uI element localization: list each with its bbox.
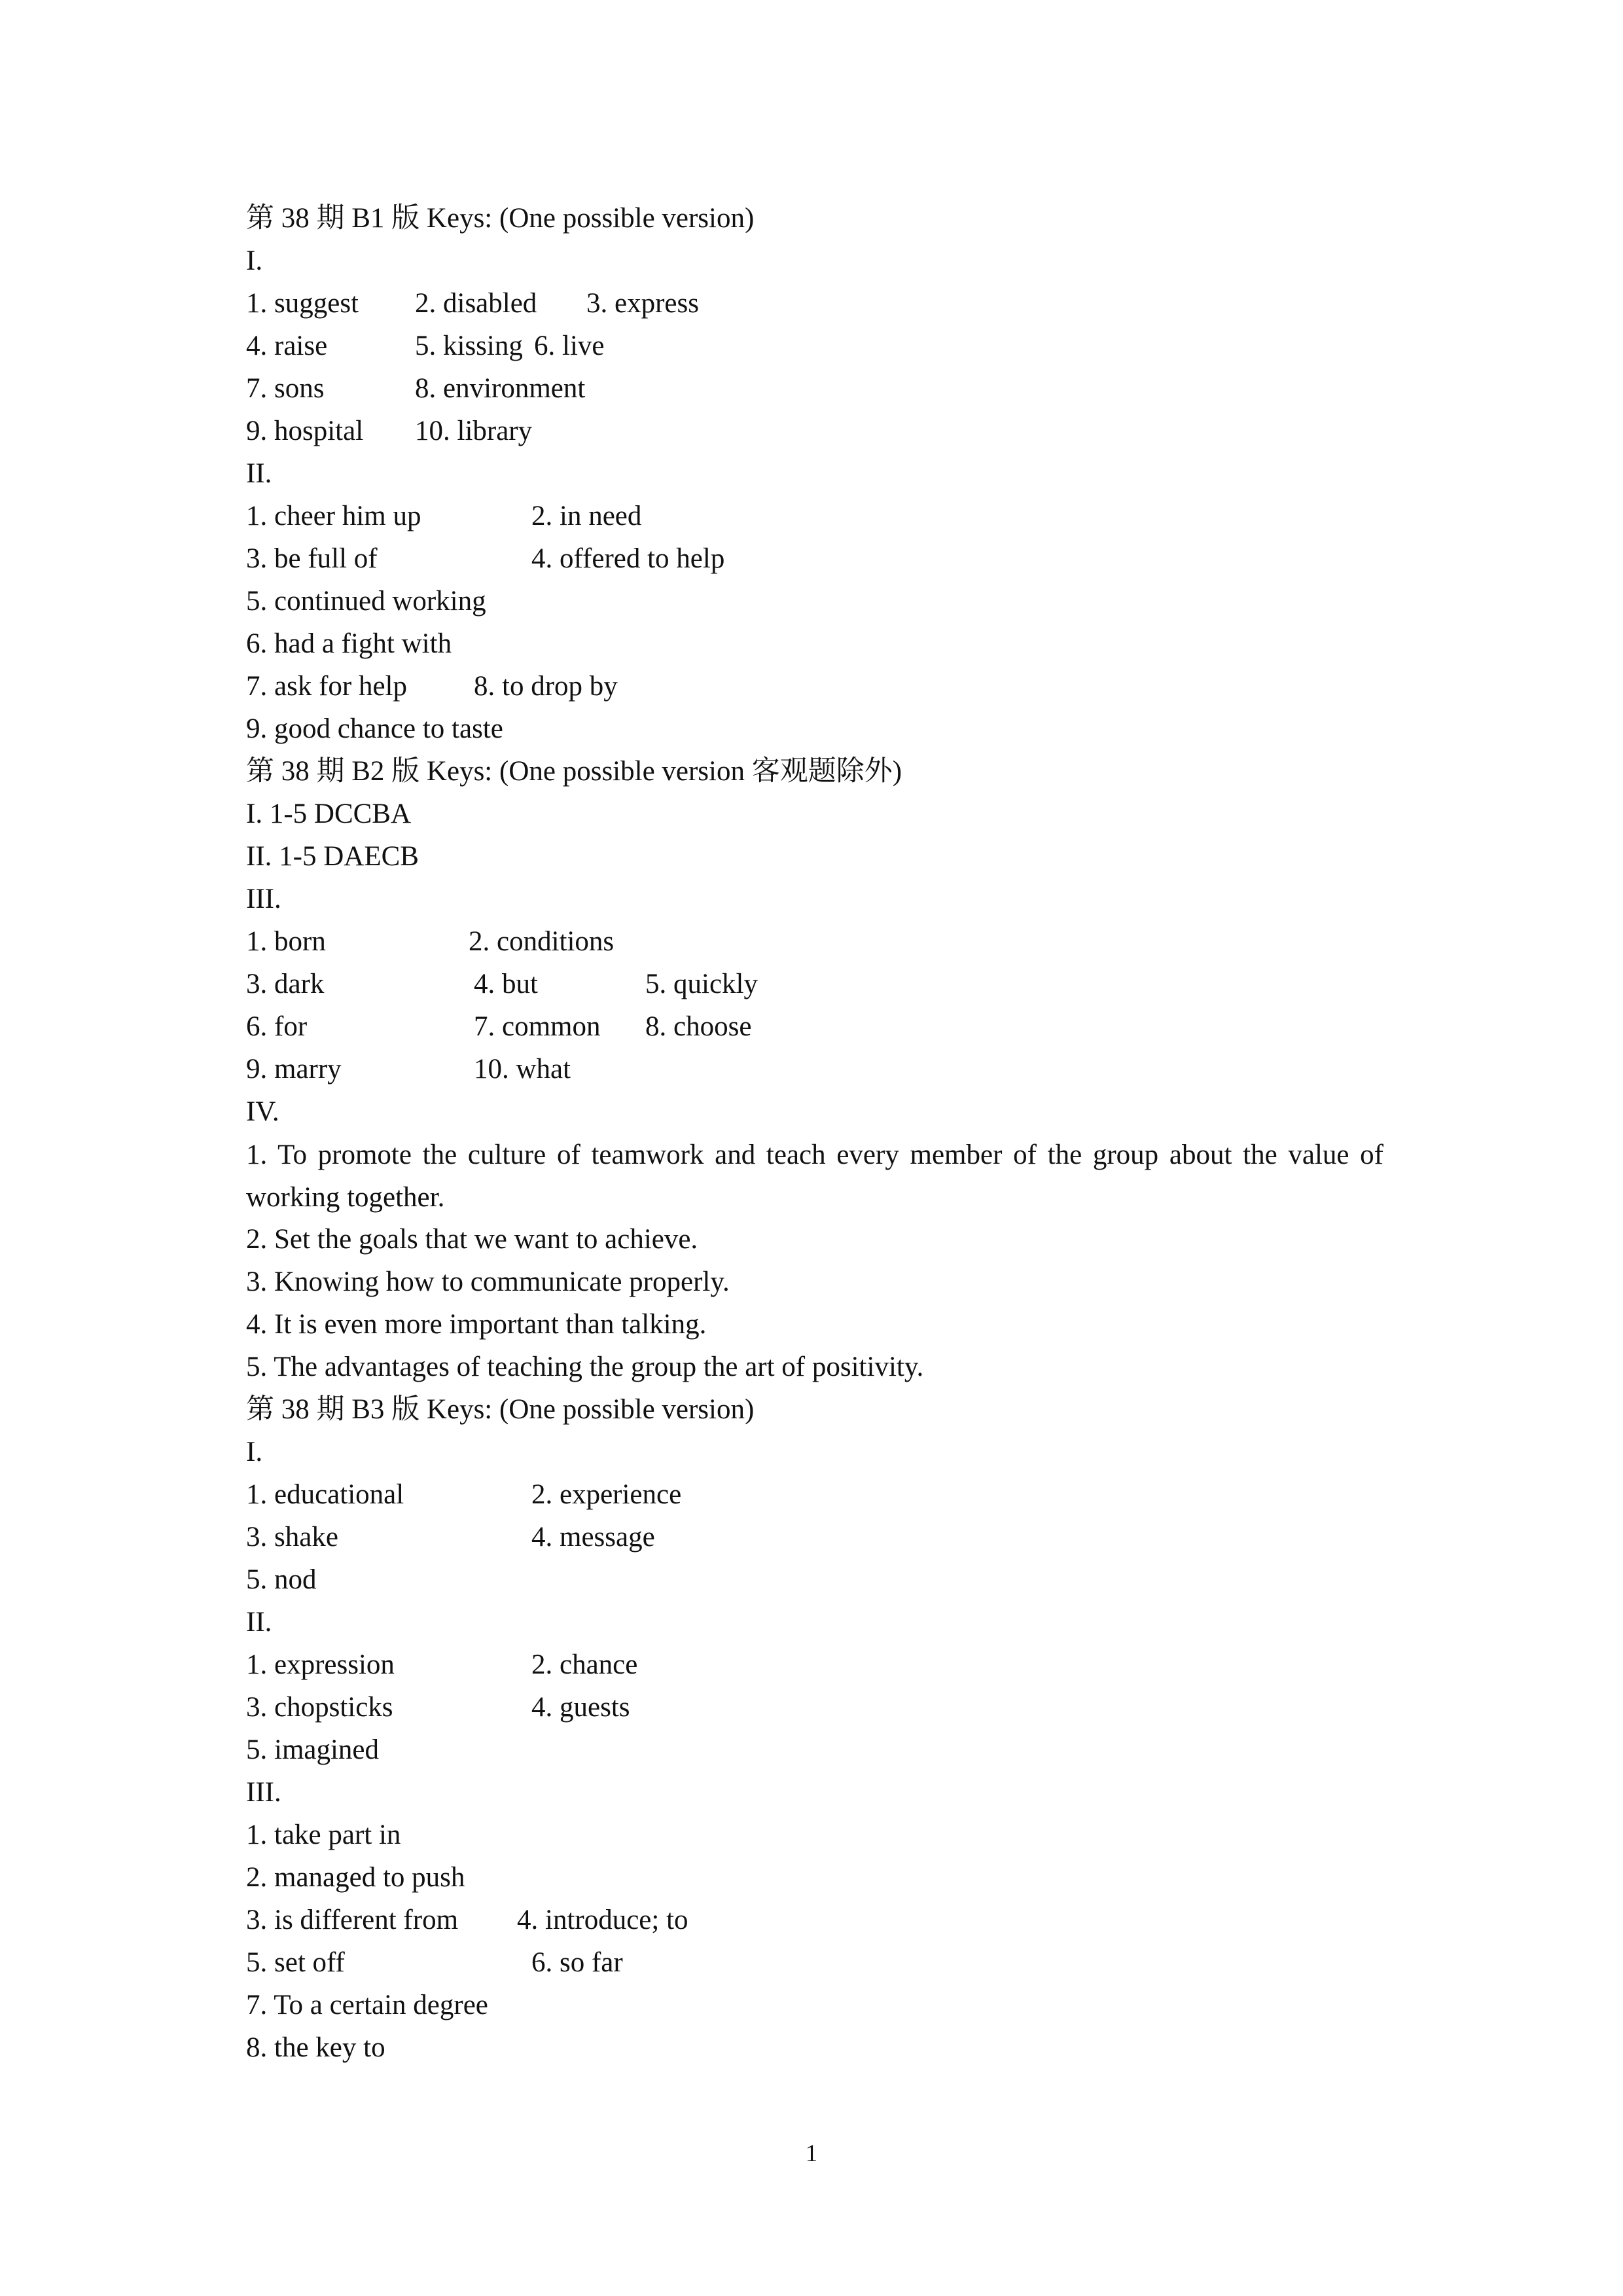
heading-text: 第 38 期 B3 版 Keys: (One possible version) — [246, 1394, 755, 1425]
answer-item: 9. marry — [246, 1054, 342, 1085]
answer-item: 7. ask for help — [246, 671, 407, 702]
answer-item: 2. managed to push — [246, 1862, 465, 1893]
answer-item: 2. experience — [531, 1479, 682, 1510]
heading-text: 第 38 期 B1 版 Keys: (One possible version) — [246, 203, 755, 234]
answer-item: 2. Set the goals that we want to achieve. — [246, 1224, 698, 1255]
answer-item: 9. hospital — [246, 416, 364, 446]
part-label-text: IV. — [246, 1096, 279, 1127]
answer-item: 5. continued working — [246, 586, 486, 617]
answer-item: 5. set off — [246, 1947, 345, 1978]
answer-item: 8. the key to — [246, 2032, 385, 2063]
answer-item: 8. choose — [645, 1011, 752, 1042]
page-number: 1 — [805, 2140, 818, 2167]
answer-item: 8. to drop by — [474, 671, 618, 702]
part-label-text: II. 1-5 DAECB — [246, 841, 419, 872]
answer-item: 4. guests — [531, 1692, 630, 1723]
answer-item: 10. what — [474, 1054, 571, 1085]
answer-item: 5. imagined — [246, 1734, 380, 1765]
answer-item: 9. good chance to taste — [246, 713, 503, 744]
answer-item: 5. quickly — [645, 969, 758, 999]
part-label-text: III. — [246, 884, 281, 914]
part-label-text: I. — [246, 245, 263, 276]
answer-item: 4. message — [531, 1522, 655, 1552]
answer-item: 4. It is even more important than talking. — [246, 1309, 707, 1340]
answer-item: 1. born — [246, 926, 326, 957]
answer-item: 5. The advantages of teaching the group the art of positivity. — [246, 1352, 924, 1382]
answer-paragraph: 1. To promote the culture of teamwork and teach every member of the group about the value of working together. — [246, 1139, 1383, 1213]
answer-item: 4. offered to help — [531, 543, 725, 574]
answer-item: 4. but — [474, 969, 538, 999]
answer-item: 4. introduce; to — [517, 1905, 688, 1935]
answer-item: 2. in need — [531, 501, 642, 531]
part-label-text: I. 1-5 DCCBA — [246, 798, 412, 829]
part-label-text: II. — [246, 1607, 272, 1638]
answer-item: 3. express — [586, 288, 699, 319]
answer-item: 3. be full of — [246, 543, 378, 574]
answer-item: 10. library — [415, 416, 533, 446]
answer-item: 5. nod — [246, 1564, 317, 1595]
answer-item: 4. raise — [246, 331, 328, 361]
answer-item: 6. for — [246, 1011, 308, 1042]
answer-item: 2. conditions — [469, 926, 615, 957]
answer-item: 3. is different from — [246, 1905, 459, 1935]
answer-item: 1. expression — [246, 1649, 395, 1680]
answer-item: 3. shake — [246, 1522, 338, 1552]
part-label-text: II. — [246, 458, 272, 489]
heading-text: 第 38 期 B2 版 Keys: (One possible version 客观题除外) — [246, 756, 902, 787]
answer-item: 8. environment — [415, 373, 586, 404]
answer-item: 2. disabled — [415, 288, 537, 319]
answer-item: 7. common — [474, 1011, 601, 1042]
answer-item: 1. take part in — [246, 1820, 401, 1850]
answer-item: 3. Knowing how to communicate properly. — [246, 1266, 730, 1297]
answer-item: 6. so far — [531, 1947, 623, 1978]
answer-item: 1. educational — [246, 1479, 404, 1510]
answer-item: 6. had a fight with — [246, 628, 452, 659]
answer-item: 5. kissing — [415, 331, 523, 361]
answer-item: 2. chance — [531, 1649, 638, 1680]
answer-item: 1. cheer him up — [246, 501, 421, 531]
answer-item: 3. chopsticks — [246, 1692, 393, 1723]
answer-item: 3. dark — [246, 969, 325, 999]
part-label-text: III. — [246, 1777, 281, 1808]
answer-item: 7. sons — [246, 373, 325, 404]
answer-item: 1. suggest — [246, 288, 359, 319]
answer-item: 6. live — [534, 331, 605, 361]
answer-item: 7. To a certain degree — [246, 1990, 488, 2020]
part-label-text: I. — [246, 1437, 263, 1467]
